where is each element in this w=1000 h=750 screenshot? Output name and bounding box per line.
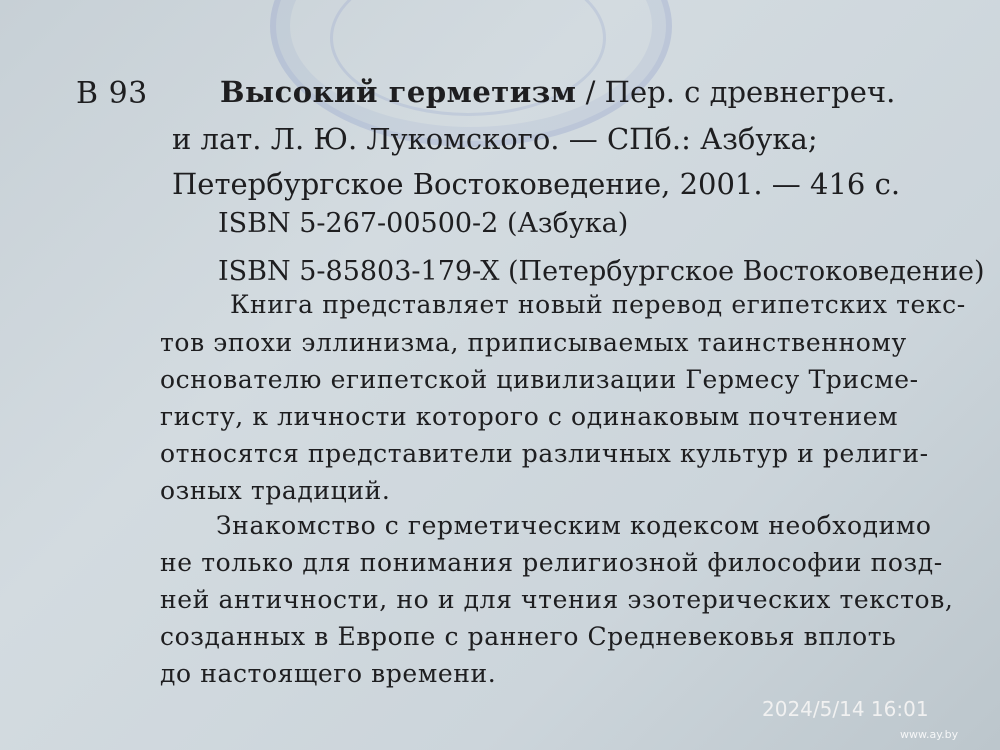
classification-code: В 93 bbox=[76, 76, 148, 111]
annotation-p1-line-1: Книга представляет новый перевод египетских текс- bbox=[230, 290, 966, 319]
annotation-p2-line-2: не только для понимания религиозной философии позд- bbox=[160, 548, 943, 577]
bibliographic-line-3: Петербургское Востоковедение, 2001. — 416 с. bbox=[172, 167, 901, 201]
annotation-p2-line-4: созданных в Европе с раннего Средневековья вплоть bbox=[160, 622, 897, 651]
bibliographic-line-2: и лат. Л. Ю. Лукомского. — СПб.: Азбука; bbox=[172, 122, 818, 156]
isbn-peterburgskoe: ISBN 5-85803-179-X (Петербургское Востоковедение) bbox=[218, 256, 985, 287]
annotation-p1-line-4: гисту, к личности которого с одинаковым почтением bbox=[160, 402, 899, 431]
book-title: Высокий герметизм bbox=[220, 75, 577, 109]
isbn-azbuka: ISBN 5-267-00500-2 (Азбука) bbox=[218, 208, 629, 239]
annotation-p1-line-5: относятся представители различных культур и религи- bbox=[160, 439, 929, 468]
annotation-p1-line-2: тов эпохи эллинизма, приписываемых таинственному bbox=[160, 328, 907, 357]
bibliographic-line-1 bbox=[220, 75, 896, 109]
annotation-p1-line-3: основателю египетской цивилизации Гермесу Трисме- bbox=[160, 365, 919, 394]
annotation-p2-line-3: ней античности, но и для чтения эзотерических текстов, bbox=[160, 585, 954, 614]
annotation-p2-line-5: до настоящего времени. bbox=[160, 659, 497, 688]
annotation-p2-line-1: Знакомство с герметическим кодексом необходимо bbox=[216, 511, 932, 540]
annotation-p1-line-6: озных традиций. bbox=[160, 476, 391, 505]
site-watermark: www.ay.by bbox=[900, 728, 959, 741]
photo-timestamp: 2024/5/14 16:01 bbox=[762, 697, 929, 721]
translation-note: / Пер. с древнегреч. bbox=[576, 75, 896, 109]
